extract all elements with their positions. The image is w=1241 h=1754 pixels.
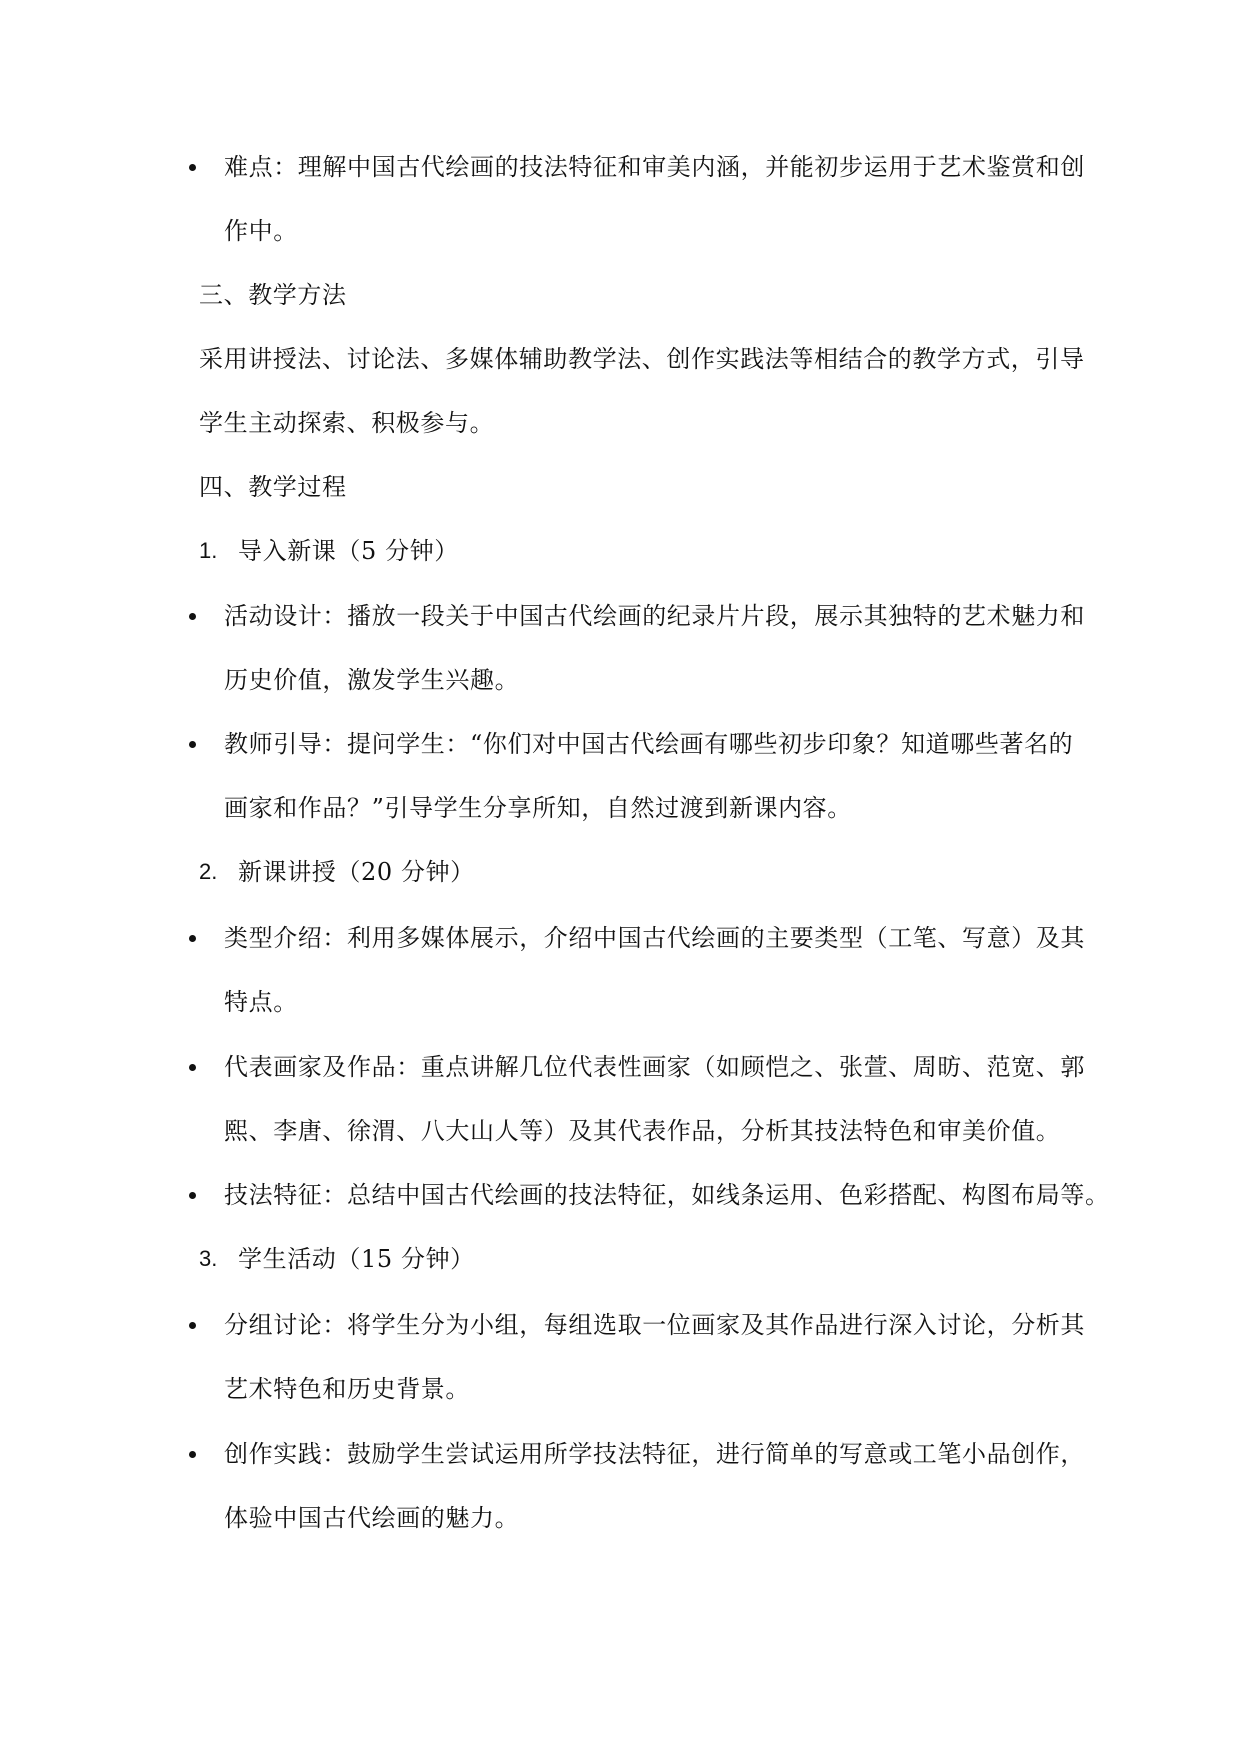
bullet-dot bbox=[189, 741, 196, 748]
bullet-dot bbox=[189, 1451, 196, 1458]
creative-practice-line-1: 创作实践：鼓励学生尝试运用所学技法特征，进行简单的写意或工笔小品创作， bbox=[224, 1440, 1085, 1468]
step-number-3: 3. bbox=[199, 1246, 218, 1271]
step-heading-student-activity: 学生活动（15 分钟） bbox=[238, 1245, 475, 1273]
step-heading-intro: 导入新课（5 分钟） bbox=[238, 537, 459, 565]
technique-features-line: 技法特征：总结中国古代绘画的技法特征，如线条运用、色彩搭配、构图布局等。 bbox=[224, 1181, 1110, 1209]
painters-works-line-2: 熙、李唐、徐渭、八大山人等）及其代表作品，分析其技法特色和审美价值。 bbox=[224, 1117, 1061, 1145]
activity-design-line-1: 活动设计：播放一段关于中国古代绘画的纪录片片段，展示其独特的艺术魅力和 bbox=[224, 602, 1085, 630]
activity-design-line-2: 历史价值，激发学生兴趣。 bbox=[224, 666, 520, 694]
bullet-dot bbox=[189, 1192, 196, 1199]
group-discussion-line-2: 艺术特色和历史背景。 bbox=[224, 1375, 470, 1403]
teacher-guide-line-1: 教师引导：提问学生：“你们对中国古代绘画有哪些初步印象？知道哪些著名的 bbox=[224, 730, 1074, 758]
bullet-dot bbox=[189, 1064, 196, 1071]
difficulty-point-line-1: 难点：理解中国古代绘画的技法特征和审美内涵，并能初步运用于艺术鉴赏和创 bbox=[224, 153, 1085, 181]
types-intro-line-2: 特点。 bbox=[224, 988, 298, 1016]
group-discussion-line-1: 分组讨论：将学生分为小组，每组选取一位画家及其作品进行深入讨论，分析其 bbox=[224, 1311, 1085, 1339]
section-heading-methods: 三、教学方法 bbox=[199, 281, 347, 309]
methods-paragraph-line-2: 学生主动探索、积极参与。 bbox=[199, 409, 495, 437]
painters-works-line-1: 代表画家及作品：重点讲解几位代表性画家（如顾恺之、张萱、周昉、范宽、郭 bbox=[224, 1053, 1085, 1081]
bullet-dot bbox=[189, 1322, 196, 1329]
step-number-1: 1. bbox=[199, 538, 218, 563]
section-heading-process: 四、教学过程 bbox=[199, 473, 347, 501]
bullet-dot bbox=[189, 613, 196, 620]
teacher-guide-line-2: 画家和作品？”引导学生分享所知，自然过渡到新课内容。 bbox=[224, 794, 852, 822]
methods-paragraph-line-1: 采用讲授法、讨论法、多媒体辅助教学法、创作实践法等相结合的教学方式，引导 bbox=[199, 345, 1085, 373]
bullet-dot bbox=[189, 164, 196, 171]
step-number-2: 2. bbox=[199, 859, 218, 884]
creative-practice-line-2: 体验中国古代绘画的魅力。 bbox=[224, 1504, 520, 1532]
bullet-dot bbox=[189, 935, 196, 942]
types-intro-line-1: 类型介绍：利用多媒体展示，介绍中国古代绘画的主要类型（工笔、写意）及其 bbox=[224, 924, 1085, 952]
difficulty-point-line-2: 作中。 bbox=[224, 217, 298, 245]
step-heading-lecture: 新课讲授（20 分钟） bbox=[238, 858, 475, 886]
